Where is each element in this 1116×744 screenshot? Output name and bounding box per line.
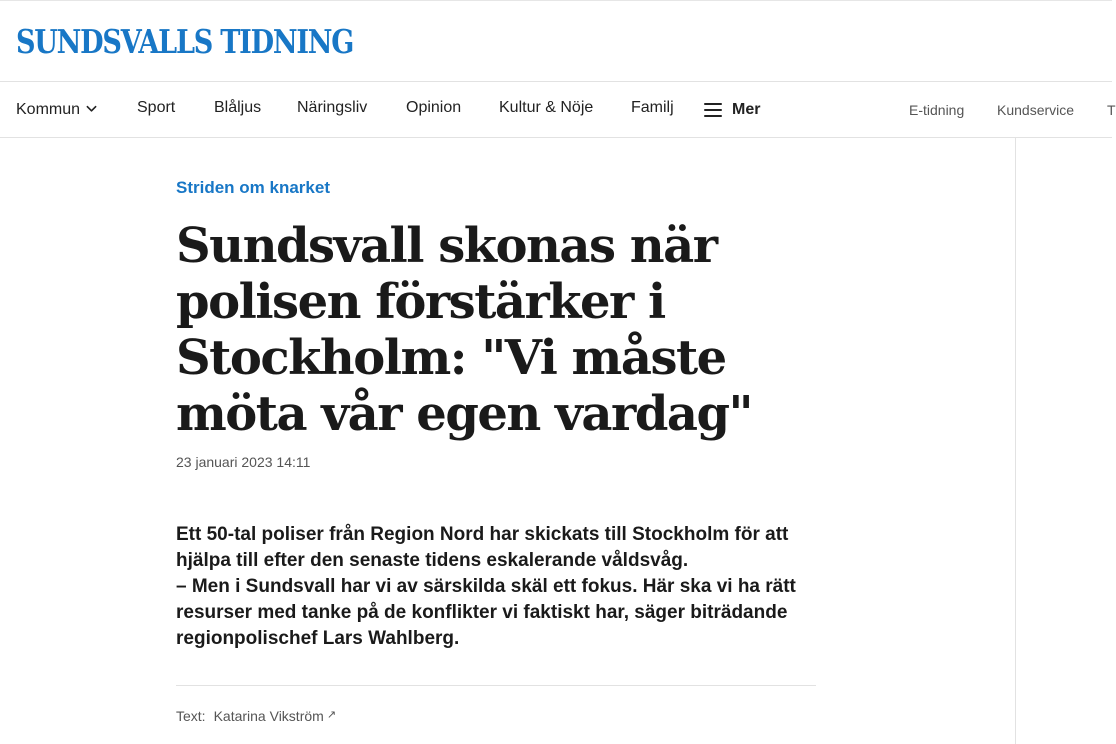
site-logo-text: SUNDSVALLS TIDNING — [16, 22, 354, 61]
utility-link-truncated[interactable]: T — [1107, 102, 1116, 118]
chevron-down-icon — [86, 103, 97, 114]
article-lead — [176, 522, 816, 652]
nav-item-kommun-label: Kommun — [16, 100, 81, 118]
article-byline — [176, 706, 336, 726]
arrow-up-right-icon: ↗ — [326, 709, 337, 721]
nav-item-sport[interactable]: Sport — [137, 99, 176, 116]
article-kicker[interactable]: Striden om knarket — [176, 178, 330, 197]
nav-item-blaljus[interactable]: Blåljus — [214, 99, 262, 116]
kundservice-link[interactable]: Kundservice — [997, 102, 1075, 118]
nav-item-kultur-noje[interactable]: Kultur & Nöje — [499, 99, 594, 116]
site-logo[interactable] — [16, 23, 427, 61]
byline-divider — [176, 685, 816, 686]
author-name: Katarina Vikström — [213, 708, 324, 724]
site-header — [0, 0, 1112, 82]
more-menu-button[interactable] — [704, 82, 760, 137]
nav-item-opinion[interactable]: Opinion — [406, 99, 462, 116]
nav-item-kommun[interactable] — [16, 82, 97, 137]
hamburger-icon — [704, 103, 722, 117]
e-tidning-link[interactable]: E-tidning — [909, 102, 965, 118]
main-nav — [0, 82, 1116, 138]
nav-item-familj[interactable]: Familj — [631, 99, 674, 116]
sidebar-divider — [1015, 138, 1016, 744]
author-link[interactable] — [214, 706, 336, 726]
byline-label: Text: — [176, 708, 206, 724]
article-headline: Sundsvall skonas när polisen förstärker i Stockholm: "Vi måste möta vår egen vardag" — [176, 218, 753, 442]
more-menu-label: Mer — [732, 100, 761, 118]
lead-paragraph: – Men i Sundsvall har vi av särskilda skäl ett fokus. Här ska vi ha rätt resurser med tanke på de konflikter vi faktiskt har, säger biträdande regionpolischef Lars Wahlberg. — [176, 576, 796, 649]
lead-paragraph: Ett 50-tal poliser från Region Nord har skickats till Stockholm för att hjälpa till efter den senaste tidens eskalerande våldsvåg. — [176, 524, 789, 571]
article-date: 23 januari 2023 14:11 — [176, 454, 311, 470]
nav-item-naringsliv[interactable]: Näringsliv — [297, 99, 368, 116]
